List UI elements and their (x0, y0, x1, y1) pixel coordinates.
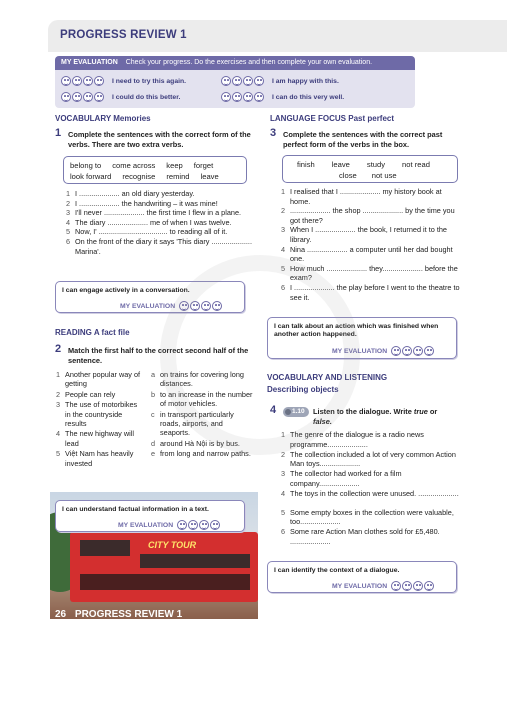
smiley-faces-icon (221, 76, 264, 86)
cando-text: I can engage actively in a conversation. (62, 287, 190, 294)
cando-text: I can identify the context of a dialogue. (274, 567, 400, 574)
listening-heading: VOCABULARY AND LISTENING (267, 373, 388, 382)
match-right-column (151, 370, 253, 460)
footer-label: PROGRESS REVIEW 1 (74, 609, 183, 620)
evaluation-option-4: I can do this very well. (221, 92, 344, 102)
list-item: 6 On the front of the diary it says 'This diary .................... Marina'. (66, 236, 252, 256)
list-item: 5 How much .................... they.................... before the exam? (281, 263, 458, 283)
list-item: 2 People can rely (56, 389, 116, 399)
smiley-faces-icon (391, 346, 434, 356)
page-number: 26 (55, 609, 67, 620)
list-item: 2 .................... the shop .................... by the time you got there? (281, 206, 455, 225)
list-item: 4 The toys in the collection were unused. .................... (281, 488, 459, 498)
vocab-cando-box (55, 281, 245, 313)
list-item: 2 The collection included a lot of very common Action Man toys.................... (281, 449, 456, 469)
language-words-row-2: close not use (339, 171, 397, 180)
list-item: 3 The collector had worked for a film company.................... (281, 469, 402, 488)
reading-heading: READING A fact file (55, 328, 130, 337)
list-item: 4 Nina .................... a computer until her dad bought one. (281, 244, 453, 264)
page-footer (55, 609, 182, 620)
cando-text: I can understand factual information in a text. (62, 506, 209, 513)
smiley-faces-icon (61, 76, 104, 86)
evaluation-label: MY EVALUATION (61, 59, 118, 66)
vocab-instruction: Complete the sentences with the correct form of the verbs. There are two extra verbs. (68, 130, 251, 149)
listening-cando-box (267, 561, 457, 593)
evaluation-bar (55, 56, 415, 70)
reading-instruction: Match the first half to the correct second half of the sentence. (68, 346, 249, 365)
vocab-sentence-list (66, 189, 258, 256)
cando-evaluation: MY EVALUATION (120, 301, 230, 311)
match-left-column (56, 370, 144, 469)
evaluation-option-1: I need to try this again. (61, 76, 186, 86)
list-item: b to an increase in the number of motor vehicles. (151, 389, 253, 409)
list-item: 5 Now, I' .................................. to reading all of it. (66, 227, 228, 237)
cando-text: I can talk about an action which was finished when another action happened. (274, 323, 439, 339)
list-item: 1 I .................... an old diary yesterday. (66, 189, 195, 198)
list-item: a on trains for covering long distances. (151, 370, 244, 389)
language-word-box (282, 155, 458, 183)
language-cando-box (267, 317, 457, 359)
list-item: 1 I realised that I .................... my history book at home. (281, 187, 442, 206)
list-item: c in transport particularly roads, airports, and seaports. (151, 409, 234, 438)
list-item: 1 Another popular way of getting (56, 370, 141, 389)
smiley-faces-icon (221, 92, 264, 102)
list-item: 6 Some rare Action Man clothes sold for £5,480. .................... (281, 527, 440, 546)
list-item: e from long and narrow paths. (151, 449, 251, 459)
list-item: 5 Some empty boxes in the collection were valuable, too.................... (281, 507, 454, 527)
smiley-faces-icon (391, 581, 434, 591)
list-item: 5 Việt Nam has heavily invested (56, 449, 134, 468)
audio-track-icon[interactable]: 1.10 (283, 407, 309, 417)
listening-instruction: Listen to the dialogue. Write true or false. (313, 407, 438, 426)
evaluation-box (55, 56, 415, 108)
smiley-faces-icon (177, 520, 220, 530)
list-item: 1 The genre of the dialogue is a radio news programme.................... (281, 430, 424, 449)
header-band (48, 20, 507, 52)
bus-illustration (70, 532, 258, 602)
list-item: 3 When I .................... the book, I returned it to the library. (281, 225, 447, 244)
vocab-words-row-2: look forward recognise remind leave (70, 172, 219, 181)
list-item: 3 I'll never .................... the first time I flew in a plane. (66, 208, 242, 218)
exercise-number-4: 4 (270, 404, 277, 416)
cando-evaluation: MY EVALUATION (332, 346, 442, 356)
bus-sign: CITY TOUR (148, 540, 197, 550)
smiley-faces-icon (61, 92, 104, 102)
language-heading: LANGUAGE FOCUS Past perfect (270, 114, 395, 123)
smiley-faces-icon (179, 301, 222, 311)
listening-subheading: Describing objects (267, 385, 339, 394)
language-words-row-1: finish leave study not read (297, 160, 430, 169)
cando-evaluation: MY EVALUATION (332, 581, 442, 591)
language-sentence-list (281, 187, 461, 302)
page-title: PROGRESS REVIEW 1 (60, 29, 187, 41)
list-item: 3 The use of motorbikes in the countryside results (56, 400, 138, 429)
exercise-number-2: 2 (55, 343, 62, 355)
vocab-heading: VOCABULARY Memories (55, 114, 151, 123)
list-item: d around Hà Nội is by bus. (151, 438, 240, 448)
list-item: 2 I .................... the handwriting – it was mine! (66, 198, 218, 208)
listening-statement-list (281, 430, 459, 547)
evaluation-option-3: I could do this better. (61, 92, 180, 102)
list-item: 6 I .................... the play before I went to the theatre to see it. (281, 282, 460, 302)
language-instruction: Complete the sentences with the correct past perfect form of the verbs in the box. (283, 130, 443, 149)
vocab-word-box (63, 156, 247, 184)
exercise-number-3: 3 (270, 127, 277, 139)
evaluation-option-2: I am happy with this. (221, 76, 339, 86)
exercise-number-1: 1 (55, 127, 62, 139)
reading-cando-box (55, 500, 245, 532)
list-item: 4 The new highway will lead (56, 429, 134, 448)
evaluation-instruction: Check your progress. Do the exercises and then complete your own evaluation. (125, 59, 373, 66)
list-item: 4 The diary .................... me of when I was twelve. (66, 217, 232, 227)
vocab-words-row-1: belong to come across keep forget (70, 161, 214, 170)
cando-evaluation: MY EVALUATION (118, 520, 228, 530)
